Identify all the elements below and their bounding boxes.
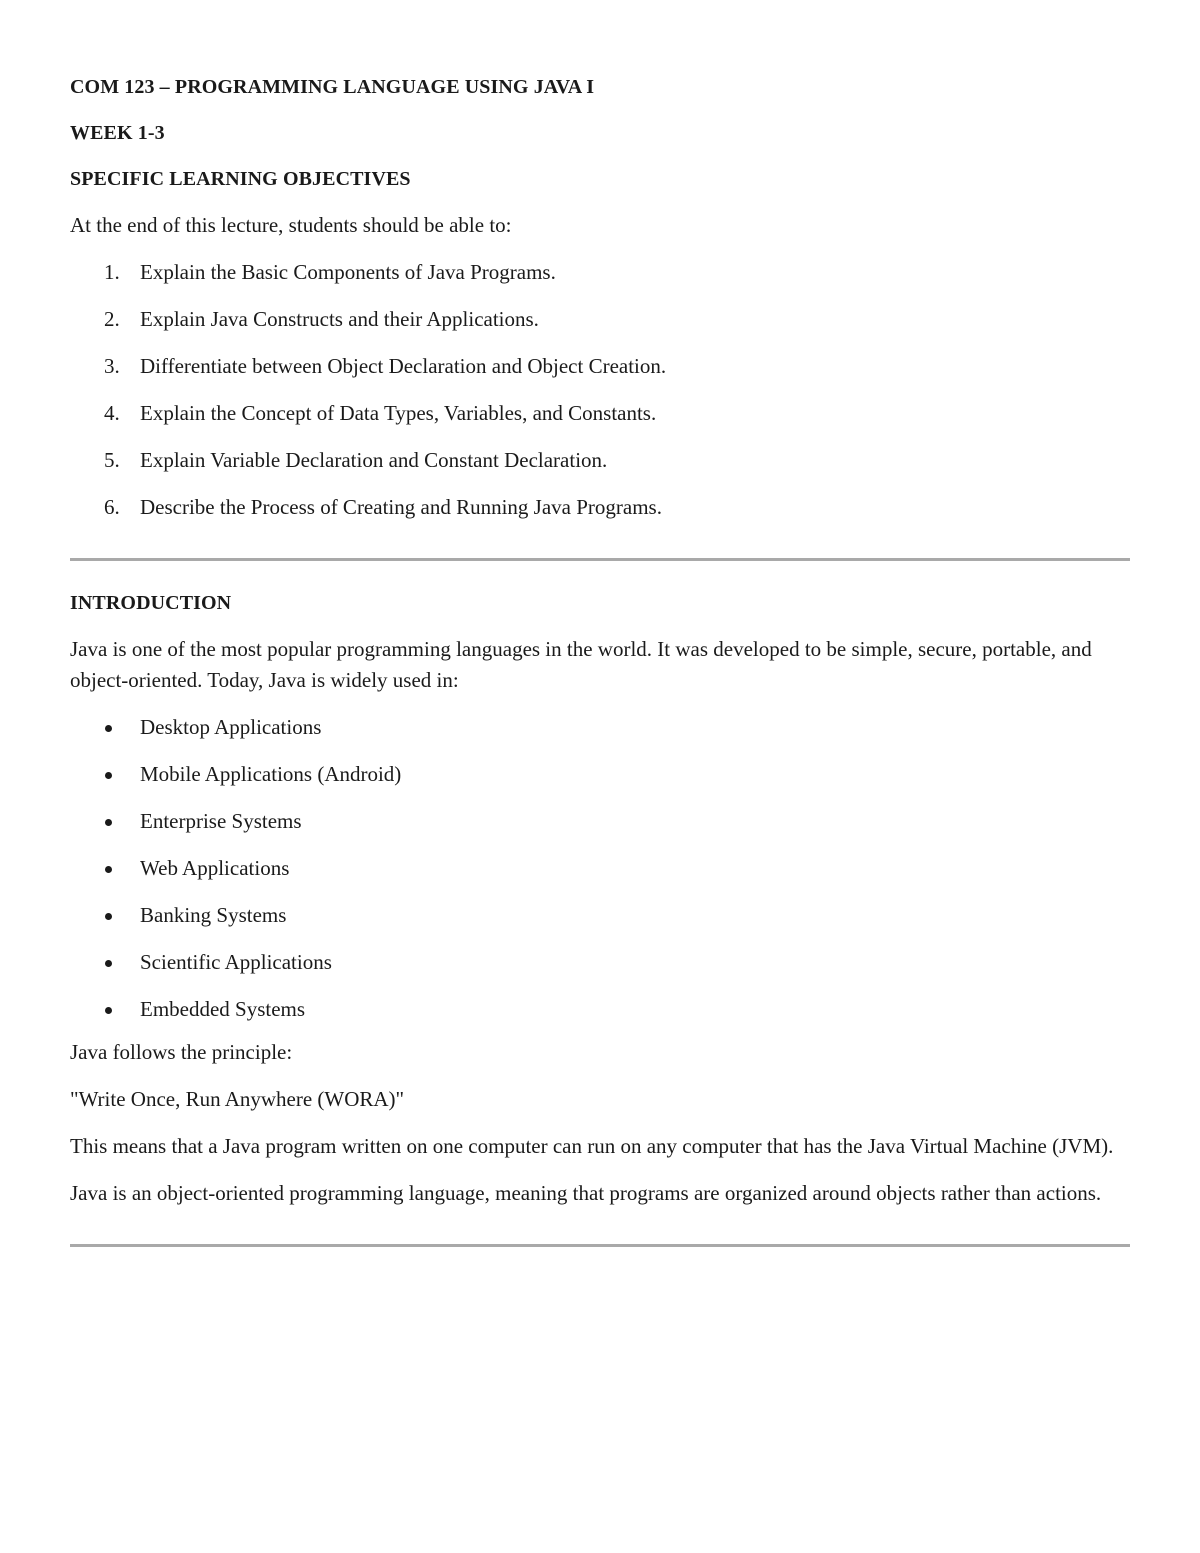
week-label: WEEK 1-3 bbox=[70, 122, 165, 144]
list-item-text: Differentiate between Object Declaration and Object Creation. bbox=[140, 354, 667, 378]
course-title: COM 123 – PROGRAMMING LANGUAGE USING JAVA I bbox=[70, 76, 595, 98]
list-number: 5. bbox=[104, 448, 120, 472]
bullet-icon bbox=[105, 772, 112, 779]
bullet-icon bbox=[105, 960, 112, 967]
list-number: 6. bbox=[104, 495, 120, 519]
list-item bbox=[70, 304, 1130, 335]
list-item bbox=[70, 351, 1130, 382]
document-content bbox=[70, 72, 1130, 1247]
list-item-text: Desktop Applications bbox=[140, 715, 322, 739]
list-item bbox=[70, 806, 1130, 837]
list-number: 3. bbox=[104, 354, 120, 378]
list-item bbox=[70, 257, 1130, 288]
introduction-heading: INTRODUCTION bbox=[70, 592, 232, 614]
list-item-text: Scientific Applications bbox=[140, 950, 332, 974]
bullet-icon bbox=[105, 866, 112, 873]
objectives-list bbox=[70, 257, 1130, 523]
list-item-text: Describe the Process of Creating and Running Java Programs. bbox=[140, 495, 662, 519]
intro-paragraph: Java is one of the most popular programming languages in the world. It was developed to be simple, secure, portable, and object-oriented. Today, Java is widely used in: bbox=[70, 637, 1092, 692]
list-item-text: Embedded Systems bbox=[140, 997, 306, 1021]
list-item-text: Banking Systems bbox=[140, 903, 287, 927]
list-item bbox=[70, 853, 1130, 884]
list-item bbox=[70, 759, 1130, 790]
list-item bbox=[70, 712, 1130, 743]
list-item bbox=[70, 900, 1130, 931]
horizontal-divider bbox=[70, 558, 1130, 561]
principle-intro: Java follows the principle: bbox=[70, 1040, 293, 1064]
bullet-icon bbox=[105, 725, 112, 732]
list-item bbox=[70, 445, 1130, 476]
list-number: 1. bbox=[104, 260, 120, 284]
list-item bbox=[70, 947, 1130, 978]
bullet-icon bbox=[105, 1007, 112, 1014]
jvm-paragraph: This means that a Java program written on one computer can run on any computer that has the Java Virtual Machine (JVM). bbox=[70, 1134, 1114, 1158]
horizontal-divider bbox=[70, 1244, 1130, 1247]
list-item bbox=[70, 492, 1130, 523]
list-number: 4. bbox=[104, 401, 120, 425]
uses-list bbox=[70, 712, 1130, 1025]
objectives-intro: At the end of this lecture, students should be able to: bbox=[70, 213, 512, 237]
list-item bbox=[70, 398, 1130, 429]
bullet-icon bbox=[105, 913, 112, 920]
list-item-text: Explain Java Constructs and their Applications. bbox=[140, 307, 539, 331]
bullet-icon bbox=[105, 819, 112, 826]
principle-quote: "Write Once, Run Anywhere (WORA)" bbox=[70, 1087, 405, 1111]
list-item-text: Web Applications bbox=[140, 856, 290, 880]
oop-paragraph: Java is an object-oriented programming language, meaning that programs are organized around objects rather than actions. bbox=[70, 1181, 1102, 1205]
list-item bbox=[70, 994, 1130, 1025]
list-item-text: Explain Variable Declaration and Constant Declaration. bbox=[140, 448, 608, 472]
list-item-text: Mobile Applications (Android) bbox=[140, 762, 402, 786]
list-number: 2. bbox=[104, 307, 120, 331]
list-item-text: Explain the Basic Components of Java Programs. bbox=[140, 260, 556, 284]
list-item-text: Enterprise Systems bbox=[140, 809, 302, 833]
objectives-heading: SPECIFIC LEARNING OBJECTIVES bbox=[70, 168, 411, 190]
list-item-text: Explain the Concept of Data Types, Variables, and Constants. bbox=[140, 401, 657, 425]
